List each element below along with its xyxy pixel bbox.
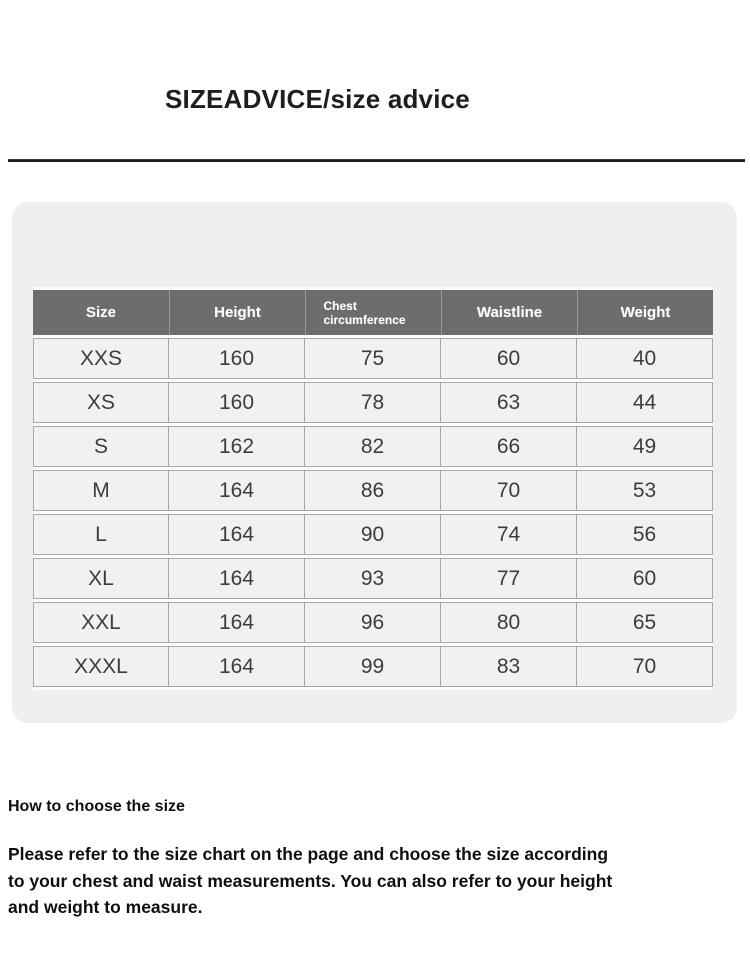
page-title: SIZEADVICE/size advice xyxy=(165,84,470,114)
column-header-chest-circumference: Chest circumference xyxy=(305,290,441,335)
table-cell: 75 xyxy=(305,338,441,379)
table-cell: 63 xyxy=(441,382,577,423)
table-cell: XS xyxy=(33,382,169,423)
table-cell: XL xyxy=(33,558,169,599)
table-cell: 56 xyxy=(577,514,713,555)
table-cell: 77 xyxy=(441,558,577,599)
table-cell: S xyxy=(33,426,169,467)
table-cell: 160 xyxy=(169,382,305,423)
size-chart-panel xyxy=(12,202,737,723)
table-row-xxxl xyxy=(33,646,713,687)
instructions-line: and weight to measure. xyxy=(8,897,203,917)
table-cell: XXL xyxy=(33,602,169,643)
table-cell: 60 xyxy=(441,338,577,379)
table-cell: 83 xyxy=(441,646,577,687)
table-row-l xyxy=(33,514,713,555)
table-cell: 164 xyxy=(169,514,305,555)
table-cell: 40 xyxy=(577,338,713,379)
column-header-waistline: Waistline xyxy=(441,290,577,335)
table-cell: 65 xyxy=(577,602,713,643)
title-divider xyxy=(8,159,745,162)
table-cell: L xyxy=(33,514,169,555)
table-cell: 70 xyxy=(441,470,577,511)
table-cell: 80 xyxy=(441,602,577,643)
column-header-size: Size xyxy=(33,290,169,335)
table-cell: 160 xyxy=(169,338,305,379)
table-cell: 49 xyxy=(577,426,713,467)
table-cell: 90 xyxy=(305,514,441,555)
table-row-xxl xyxy=(33,602,713,643)
instructions-line: to your chest and waist measurements. You can also refer to your height xyxy=(8,870,613,891)
table-cell: 74 xyxy=(441,514,577,555)
table-cell: 66 xyxy=(441,426,577,467)
table-cell: 86 xyxy=(305,470,441,511)
table-cell: 164 xyxy=(169,646,305,687)
table-cell: 164 xyxy=(169,602,305,643)
table-cell: 164 xyxy=(169,558,305,599)
table-cell: 93 xyxy=(305,558,441,599)
table-row-xxs xyxy=(33,338,713,379)
table-cell: 99 xyxy=(305,646,441,687)
table-cell: 53 xyxy=(577,470,713,511)
instructions-line: Please refer to the size chart on the page and choose the size according xyxy=(8,844,609,864)
table-cell: M xyxy=(33,470,169,511)
header-row xyxy=(33,290,713,335)
table-cell: XXS xyxy=(33,338,169,379)
size-table-header xyxy=(33,290,713,335)
table-cell: 60 xyxy=(577,558,713,599)
table-cell: 44 xyxy=(577,382,713,423)
table-cell: 82 xyxy=(305,426,441,467)
table-cell: 96 xyxy=(305,602,441,643)
table-cell: 164 xyxy=(169,470,305,511)
column-header-weight: Weight xyxy=(577,290,713,335)
column-header-height: Height xyxy=(169,290,305,335)
table-row-xs xyxy=(33,382,713,423)
size-instructions-paragraph xyxy=(8,841,698,921)
size-table-body xyxy=(33,338,713,687)
table-row-m xyxy=(33,470,713,511)
table-cell: XXXL xyxy=(33,646,169,687)
table-cell: 162 xyxy=(169,426,305,467)
table-cell: 70 xyxy=(577,646,713,687)
table-row-s xyxy=(33,426,713,467)
size-table xyxy=(33,287,713,690)
table-cell: 78 xyxy=(305,382,441,423)
table-row-xl xyxy=(33,558,713,599)
how-to-choose-heading: How to choose the size xyxy=(8,798,185,815)
